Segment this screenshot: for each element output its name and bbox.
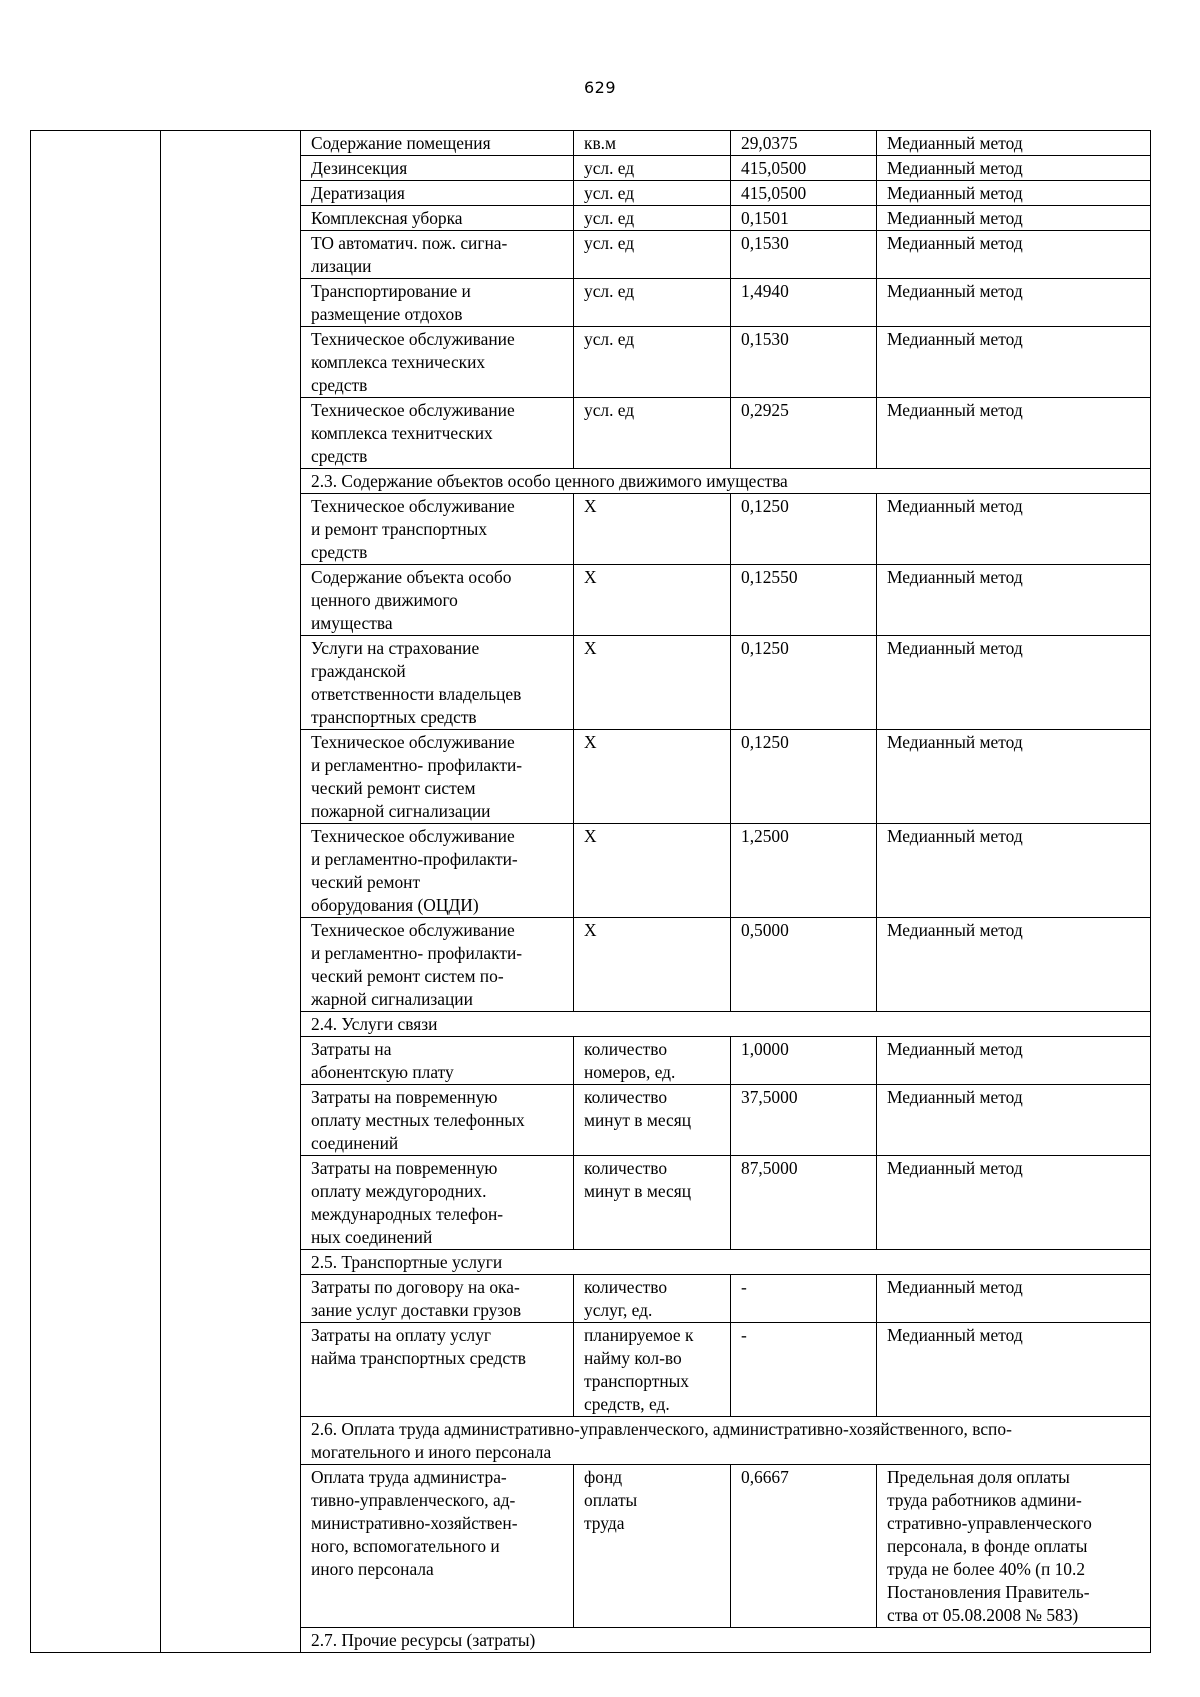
section-heading: 2.7. Прочие ресурсы (затраты): [301, 1628, 1151, 1653]
value-cell: 0,1250: [731, 636, 877, 730]
page-number: 629: [583, 78, 617, 97]
table-body: [31, 131, 1151, 1653]
section-heading: 2.3. Содержание объектов особо ценного движимого имущества: [301, 469, 1151, 494]
unit-cell: количество услуг, ед.: [574, 1275, 731, 1323]
cost-item-name: Затраты на повременную оплату междугородних. международных телефон- ных соединений: [301, 1156, 574, 1250]
unit-cell: усл. ед: [574, 327, 731, 398]
method-cell: Медианный метод: [877, 1156, 1151, 1250]
value-cell: -: [731, 1323, 877, 1417]
method-cell: Медианный метод: [877, 824, 1151, 918]
unit-cell: X: [574, 565, 731, 636]
value-cell: 0,5000: [731, 918, 877, 1012]
unit-cell: X: [574, 494, 731, 565]
left-margin-cell: [31, 131, 161, 1653]
method-cell: Медианный метод: [877, 1085, 1151, 1156]
method-cell: Медианный метод: [877, 1323, 1151, 1417]
unit-cell: количество номеров, ед.: [574, 1037, 731, 1085]
second-margin-cell: [161, 131, 301, 1653]
method-cell: Медианный метод: [877, 231, 1151, 279]
cost-item-name: Техническое обслуживание комплекса технитческих средств: [301, 398, 574, 469]
cost-item-name: Техническое обслуживание и ремонт транспортных средств: [301, 494, 574, 565]
value-cell: 1,2500: [731, 824, 877, 918]
method-cell: Медианный метод: [877, 398, 1151, 469]
method-cell: Медианный метод: [877, 131, 1151, 156]
value-cell: 0,1530: [731, 231, 877, 279]
section-heading: 2.5. Транспортные услуги: [301, 1250, 1151, 1275]
method-cell: Медианный метод: [877, 327, 1151, 398]
cost-item-name: Затраты на оплату услуг найма транспортных средств: [301, 1323, 574, 1417]
unit-cell: усл. ед: [574, 231, 731, 279]
cost-item-name: Затраты по договору на ока- зание услуг доставки грузов: [301, 1275, 574, 1323]
method-cell: Медианный метод: [877, 1275, 1151, 1323]
value-cell: 0,1250: [731, 730, 877, 824]
method-cell: Предельная доля оплаты труда работников админи- стративно-управленческого персонала, в фонде оплаты труда не более 40% (п 10.2 Постановления Правитель- ства от 05.08.2008 № 583): [877, 1465, 1151, 1628]
method-cell: Медианный метод: [877, 565, 1151, 636]
value-cell: 0,1530: [731, 327, 877, 398]
method-cell: Медианный метод: [877, 494, 1151, 565]
method-cell: Медианный метод: [877, 730, 1151, 824]
method-cell: Медианный метод: [877, 918, 1151, 1012]
method-cell: Медианный метод: [877, 1037, 1151, 1085]
method-cell: Медианный метод: [877, 181, 1151, 206]
unit-cell: X: [574, 636, 731, 730]
value-cell: 0,2925: [731, 398, 877, 469]
unit-cell: количество минут в месяц: [574, 1156, 731, 1250]
unit-cell: количество минут в месяц: [574, 1085, 731, 1156]
value-cell: 415,0500: [731, 181, 877, 206]
value-cell: -: [731, 1275, 877, 1323]
value-cell: 0,1501: [731, 206, 877, 231]
unit-cell: X: [574, 824, 731, 918]
cost-item-name: Техническое обслуживание и регламентно-профилакти- ческий ремонт оборудования (ОЦДИ): [301, 824, 574, 918]
value-cell: 0,1250: [731, 494, 877, 565]
cost-item-name: Комплексная уборка: [301, 206, 574, 231]
unit-cell: усл. ед: [574, 398, 731, 469]
unit-cell: X: [574, 730, 731, 824]
cost-item-name: Дератизация: [301, 181, 574, 206]
cost-item-name: Затраты на повременную оплату местных телефонных соединений: [301, 1085, 574, 1156]
unit-cell: усл. ед: [574, 181, 731, 206]
cost-item-name: Техническое обслуживание и регламентно- профилакти- ческий ремонт систем по- жарной сигнализации: [301, 918, 574, 1012]
cost-item-name: ТО автоматич. пож. сигна- лизации: [301, 231, 574, 279]
unit-cell: фонд оплаты труда: [574, 1465, 731, 1628]
method-cell: Медианный метод: [877, 156, 1151, 181]
unit-cell: планируемое к найму кол-во транспортных средств, ед.: [574, 1323, 731, 1417]
cost-item-name: Дезинсекция: [301, 156, 574, 181]
cost-item-name: Техническое обслуживание и регламентно- профилакти- ческий ремонт систем пожарной сигнализации: [301, 730, 574, 824]
unit-cell: усл. ед: [574, 206, 731, 231]
section-heading: 2.4. Услуги связи: [301, 1012, 1151, 1037]
cost-item-name: Техническое обслуживание комплекса технических средств: [301, 327, 574, 398]
method-cell: Медианный метод: [877, 279, 1151, 327]
cost-item-name: Содержание объекта особо ценного движимого имущества: [301, 565, 574, 636]
cost-item-name: Оплата труда администра- тивно-управленческого, ад- министративно-хозяйствен- ного, вспомогательного и иного персонала: [301, 1465, 574, 1628]
method-cell: Медианный метод: [877, 636, 1151, 730]
value-cell: 1,0000: [731, 1037, 877, 1085]
value-cell: 87,5000: [731, 1156, 877, 1250]
value-cell: 37,5000: [731, 1085, 877, 1156]
unit-cell: усл. ед: [574, 156, 731, 181]
value-cell: 0,6667: [731, 1465, 877, 1628]
cost-item-name: Содержание помещения: [301, 131, 574, 156]
table-row: [31, 131, 1151, 156]
value-cell: 0,12550: [731, 565, 877, 636]
method-cell: Медианный метод: [877, 206, 1151, 231]
section-heading: 2.6. Оплата труда административно-управленческого, административно-хозяйственного, вспо- могательного и иного персонала: [301, 1417, 1151, 1465]
value-cell: 1,4940: [731, 279, 877, 327]
cost-item-name: Услуги на страхование гражданской ответственности владельцев транспортных средств: [301, 636, 574, 730]
value-cell: 415,0500: [731, 156, 877, 181]
cost-item-name: Затраты на абонентскую плату: [301, 1037, 574, 1085]
cost-norms-table: [30, 130, 1151, 1653]
value-cell: 29,0375: [731, 131, 877, 156]
unit-cell: X: [574, 918, 731, 1012]
unit-cell: кв.м: [574, 131, 731, 156]
cost-item-name: Транспортирование и размещение отдохов: [301, 279, 574, 327]
unit-cell: усл. ед: [574, 279, 731, 327]
